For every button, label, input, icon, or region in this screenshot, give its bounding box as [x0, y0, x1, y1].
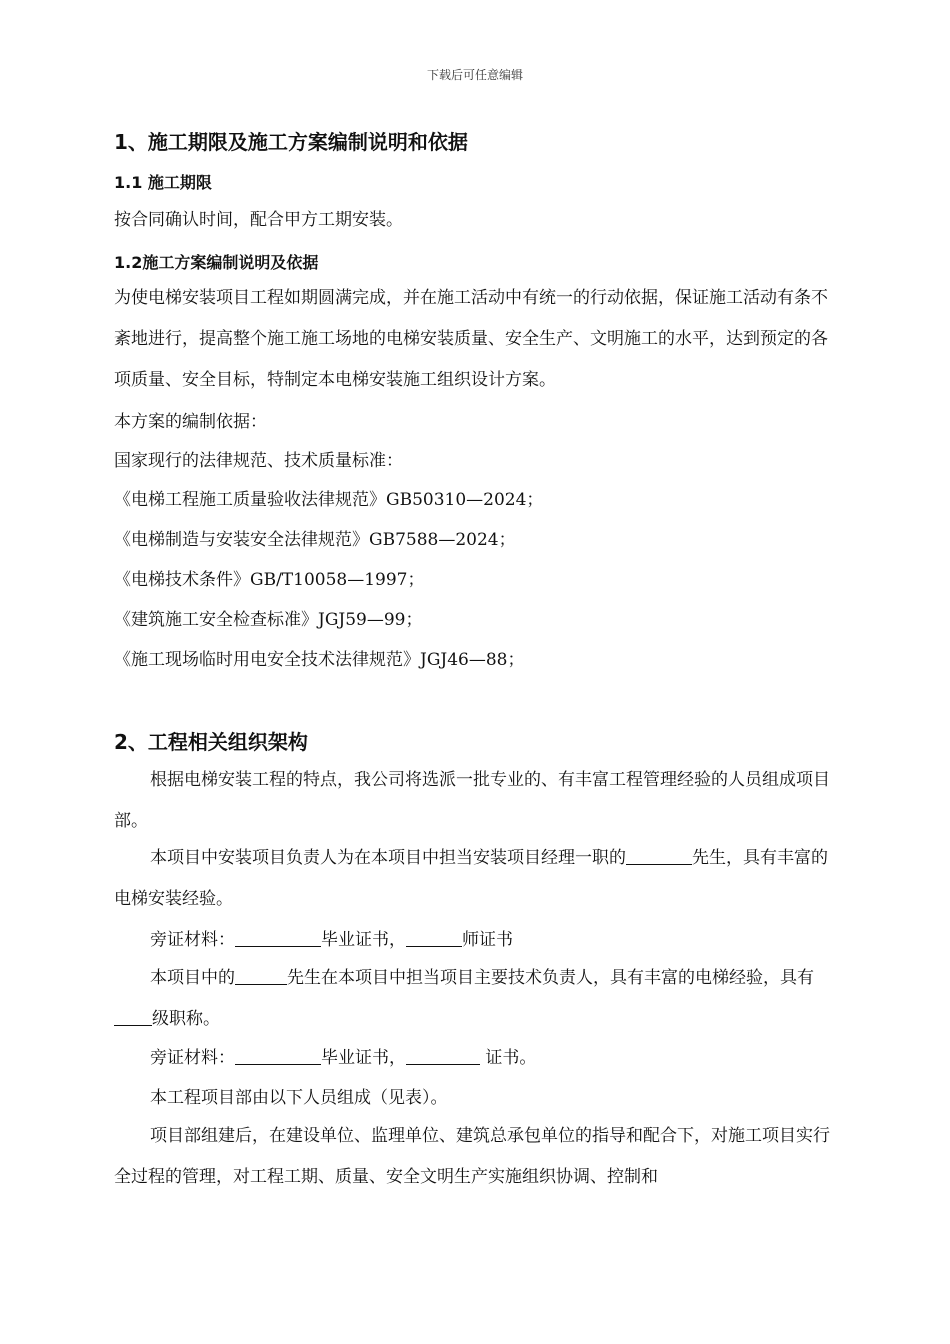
text-run: 毕业证书，	[321, 1048, 406, 1068]
standard-item: 《建筑施工安全检查标准》JGJ59—99；	[114, 610, 423, 630]
standard-item: 《电梯工程施工质量验收法律规范》GB50310—2024；	[114, 490, 544, 510]
text-run: 本项目中的	[150, 968, 235, 988]
standard-item: 《施工现场临时用电安全技术法律规范》JGJ46—88；	[114, 650, 525, 670]
section2-paragraph-2	[114, 838, 838, 920]
text-run: 毕业证书，	[321, 930, 406, 950]
section2-paragraph-4: 本工程项目部由以下人员组成（见表）。	[150, 1088, 448, 1108]
text-run: 本项目中安装项目负责人为在本项目中担当安装项目经理一职的	[150, 848, 626, 868]
text-run: 旁证材料：	[150, 1048, 235, 1068]
basis-intro: 本方案的编制依据：	[114, 412, 267, 432]
fill-in-blank	[626, 846, 692, 865]
certificate-line-1	[150, 928, 513, 952]
section1-2-title: 1.2施工方案编制说明及依据	[114, 253, 319, 272]
fill-in-blank	[235, 1046, 321, 1065]
section2-title: 2、工程相关组织架构	[114, 730, 308, 754]
section1-title: 1、施工期限及施工方案编制说明和依据	[114, 130, 468, 154]
text-run: 先生在本项目中担当项目主要技术负责人，具有丰富的电梯经验，具有	[287, 968, 814, 988]
text-run: 师证书	[462, 930, 513, 950]
fill-in-blank	[235, 966, 287, 985]
standard-item: 《电梯技术条件》GB/T10058—1997；	[114, 570, 425, 590]
section2-paragraph-3	[114, 958, 838, 1040]
national-standards: 国家现行的法律规范、技术质量标准：	[114, 451, 403, 471]
certificate-line-2	[150, 1046, 536, 1070]
fill-in-blank	[235, 928, 321, 947]
header-note: 下载后可任意编辑	[426, 68, 523, 82]
fill-in-blank	[406, 1046, 480, 1065]
section2-paragraph-5: 项目部组建后，在建设单位、监理单位、建筑总承包单位的指导和配合下，对施工项目实行全过程的管理，对工程工期、质量、安全文明生产实施组织协调、控制和	[114, 1126, 830, 1187]
text-run: 先生，具有丰富的电梯安装经验。	[114, 848, 828, 909]
text-run: 级职称。	[152, 1009, 220, 1029]
text-run: 旁证材料：	[150, 930, 235, 950]
section1-1-title: 1.1 施工期限	[114, 173, 212, 192]
text-run: 证书。	[480, 1048, 537, 1068]
section1-1-text: 按合同确认时间，配合甲方工期安装。	[114, 210, 403, 230]
standard-item: 《电梯制造与安装安全法律规范》GB7588—2024；	[114, 530, 516, 550]
fill-in-blank	[114, 1007, 152, 1026]
fill-in-blank	[406, 928, 462, 947]
section2-paragraph-1: 根据电梯安装工程的特点，我公司将选派一批专业的、有丰富工程管理经验的人员组成项目部。	[114, 770, 830, 831]
section1-2-paragraph: 为使电梯安装项目工程如期圆满完成，并在施工活动中有统一的行动依据，保证施工活动有条不紊地进行，提高整个施工施工场地的电梯安装质量、安全生产、文明施工的水平，达到预定的各项质量、安全目标，特制定本电梯安装施工组织设计方案。	[114, 288, 828, 390]
